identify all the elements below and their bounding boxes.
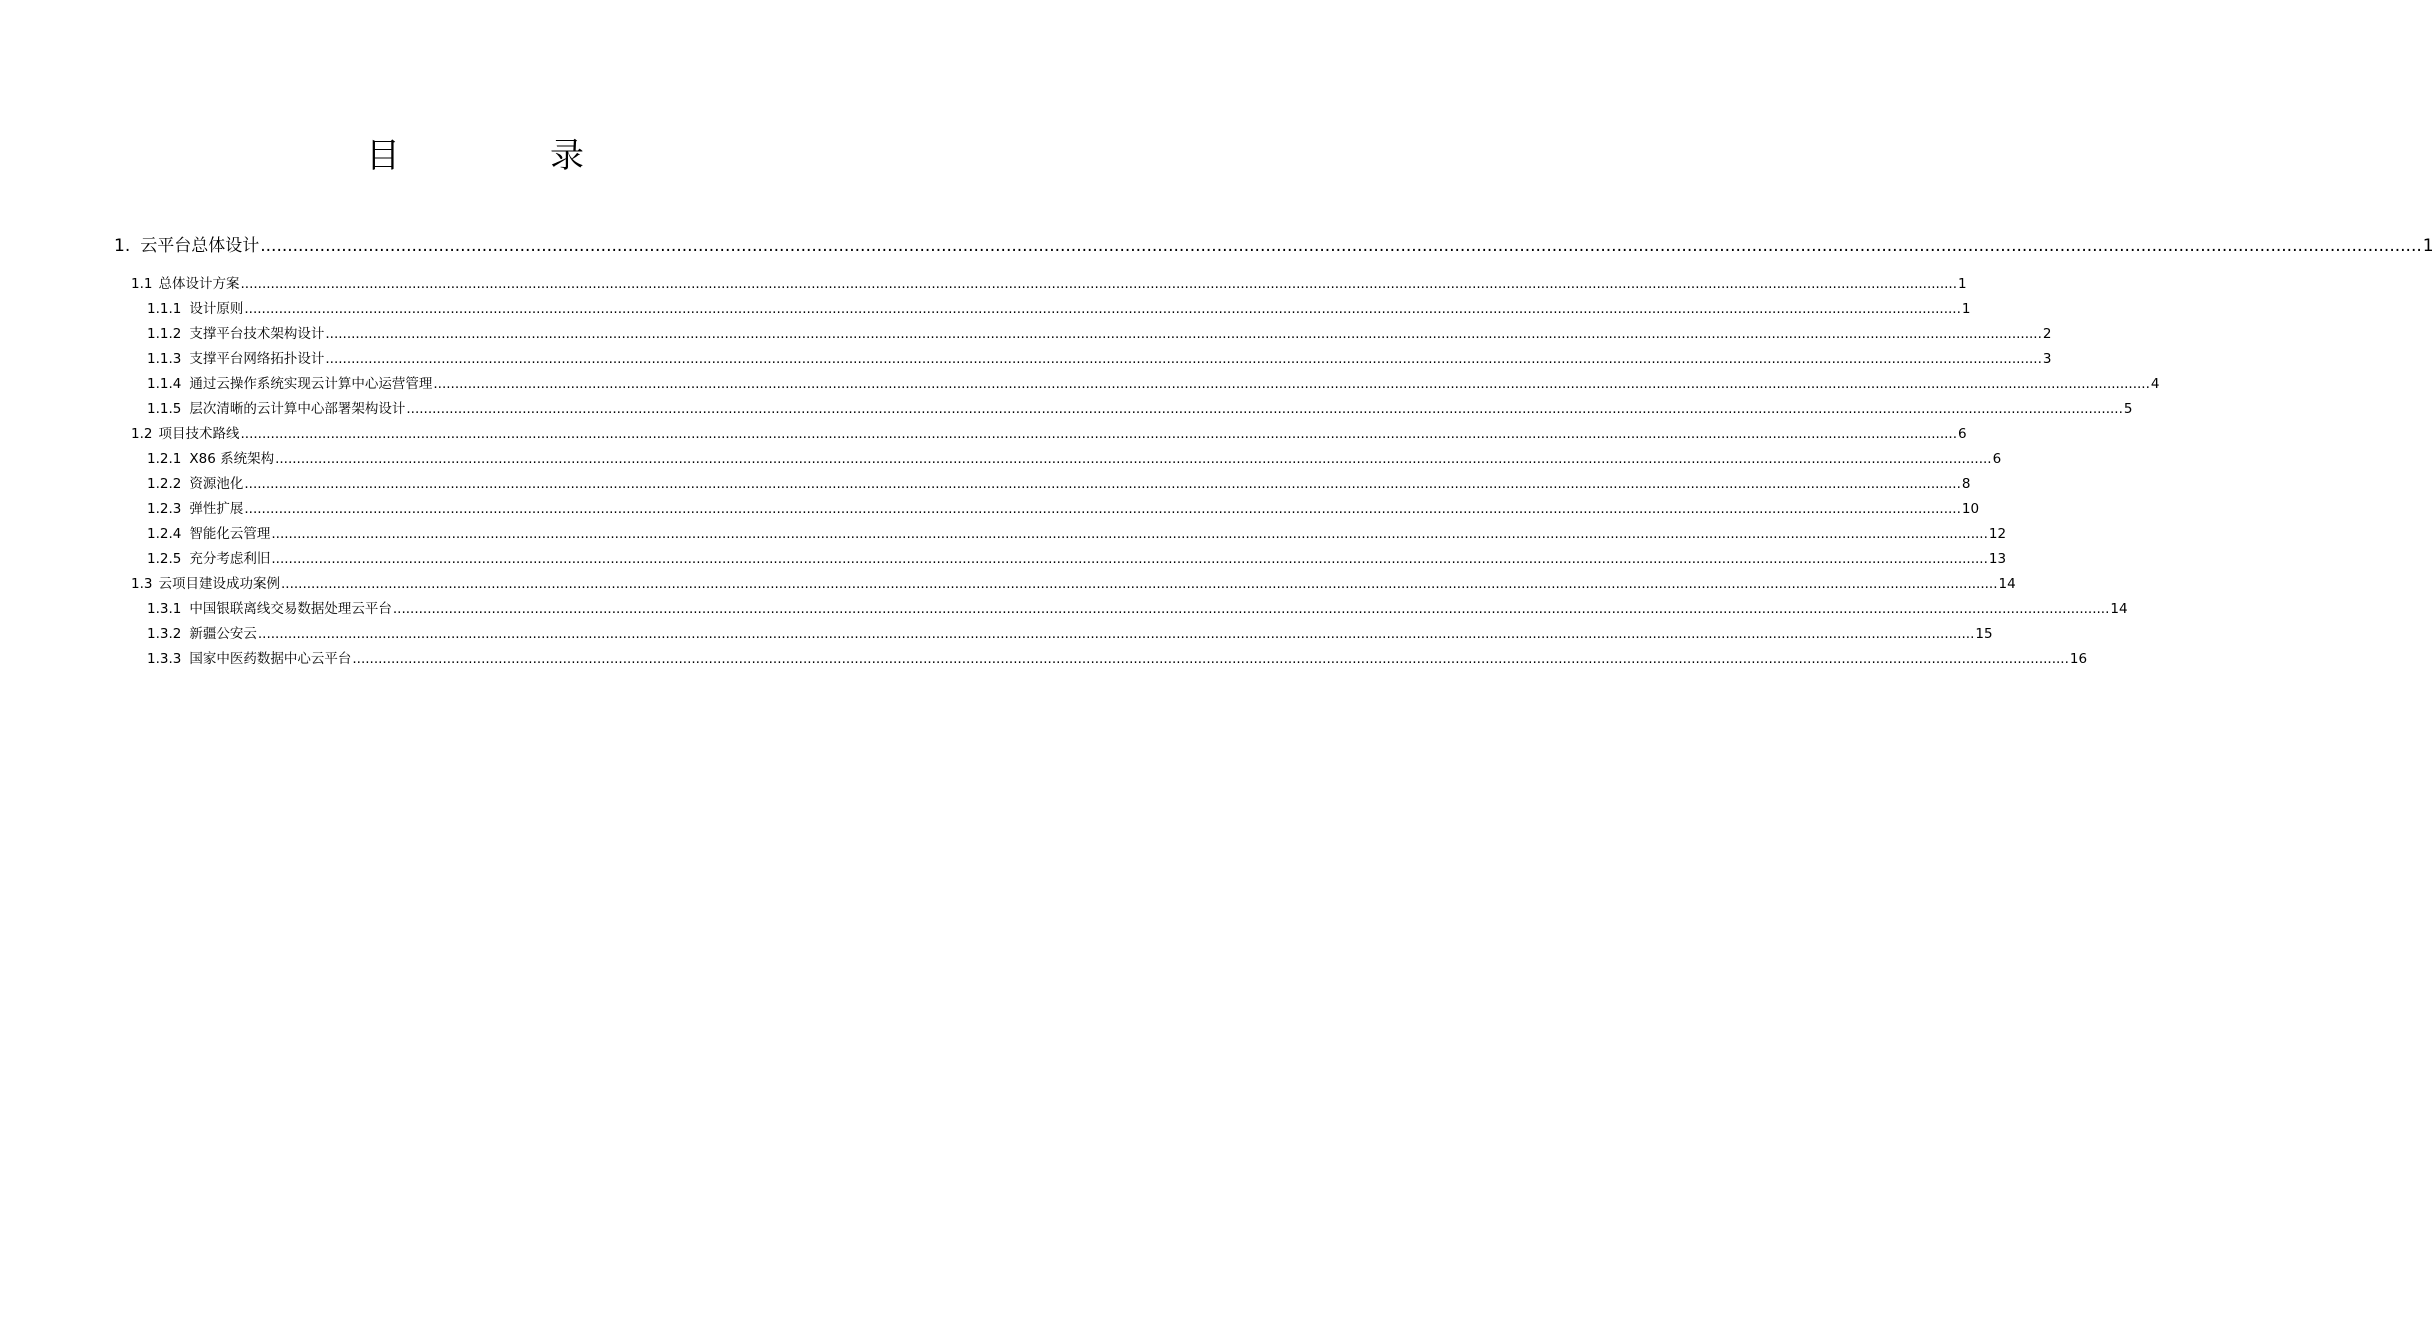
toc-entry-page-number: 12 <box>1988 526 2007 542</box>
toc-entry-page-number: 1 <box>2422 236 2434 256</box>
toc-entry-page-number: 5 <box>2123 401 2133 417</box>
toc-entry-level-2[interactable] <box>131 422 1967 446</box>
toc-entry-level-3[interactable] <box>147 397 2133 421</box>
toc-entry-level-3[interactable] <box>147 372 2160 396</box>
toc-entry-number: 1.3.3 <box>147 651 182 667</box>
toc-entry-label: 支撑平台网络拓扑设计 <box>189 351 325 367</box>
toc-entry-page-number: 8 <box>1961 476 1971 492</box>
toc-entry-number: 1.3 <box>131 576 153 592</box>
toc-entry-label: 云项目建设成功案例 <box>158 576 280 592</box>
toc-dot-leader: ................................................................................................................................................................................................................................................................................................................................................................................................................ <box>260 236 2422 256</box>
toc-entry-label: 设计原则 <box>189 301 244 317</box>
toc-entry-level-3[interactable] <box>147 622 1993 646</box>
toc-entry-label: 新疆公安云 <box>189 626 257 642</box>
toc-dot-leader: ................................................................................................................................................................................................................................................................................................................................................................................................................ <box>257 626 1975 642</box>
toc-entry-page-number: 10 <box>1961 501 1980 517</box>
toc-entry-number: 1.2.5 <box>147 551 182 567</box>
toc-entry-level-3[interactable] <box>147 297 1971 321</box>
toc-entry-label: 充分考虑利旧 <box>189 551 271 567</box>
toc-entry-page-number: 14 <box>2110 601 2128 617</box>
toc-dot-leader: ................................................................................................................................................................................................................................................................................................................................................................................................................ <box>244 301 1961 317</box>
page-title: 目 录 <box>366 136 642 176</box>
toc-entry-page-number: 6 <box>1992 451 2002 467</box>
toc-entry-page-number: 15 <box>1975 626 1993 642</box>
toc-entry-page-number: 1 <box>1958 276 1967 292</box>
toc-entry-page-number: 14 <box>1998 576 2016 592</box>
toc-dot-leader: ................................................................................................................................................................................................................................................................................................................................................................................................................ <box>406 401 2123 417</box>
toc-entry-number: 1.1.2 <box>147 326 182 342</box>
toc-entry-number: 1.2.2 <box>147 476 182 492</box>
toc-entry-level-3[interactable] <box>147 472 1971 496</box>
toc-dot-leader: ................................................................................................................................................................................................................................................................................................................................................................................................................ <box>280 576 1998 592</box>
toc-dot-leader: ................................................................................................................................................................................................................................................................................................................................................................................................................ <box>275 451 1992 467</box>
toc-entry-number: 1.2.1 <box>147 451 182 467</box>
toc-entry-number: 1.2.3 <box>147 501 182 517</box>
toc-entry-label: 项目技术路线 <box>158 426 240 442</box>
toc-dot-leader: ................................................................................................................................................................................................................................................................................................................................................................................................................ <box>325 351 2042 367</box>
toc-dot-leader: ................................................................................................................................................................................................................................................................................................................................................................................................................ <box>271 551 1988 567</box>
toc-entry-label: 总体设计方案 <box>158 276 240 292</box>
toc-entry-page-number: 13 <box>1988 551 2007 567</box>
toc-entry-level-1[interactable] <box>114 233 2434 259</box>
toc-entry-number: 1.1 <box>131 276 153 292</box>
toc-entry-level-3[interactable] <box>147 347 2052 371</box>
toc-dot-leader: ................................................................................................................................................................................................................................................................................................................................................................................................................ <box>433 376 2150 392</box>
toc-entry-number: 1.3.2 <box>147 626 182 642</box>
toc-entry-label: X86 系统架构 <box>189 451 275 467</box>
toc-entry-level-2[interactable] <box>131 572 2016 596</box>
toc-entry-level-3[interactable] <box>147 322 2052 346</box>
toc-entry-number: 1.3.1 <box>147 601 182 617</box>
toc-entry-level-3[interactable] <box>147 522 2007 546</box>
toc-dot-leader: ................................................................................................................................................................................................................................................................................................................................................................................................................ <box>240 276 1957 292</box>
toc-entry-label: 国家中医药数据中心云平台 <box>189 651 352 667</box>
toc-entry-label: 云平台总体设计 <box>140 236 260 256</box>
toc-dot-leader: ................................................................................................................................................................................................................................................................................................................................................................................................................ <box>352 651 2069 667</box>
toc-dot-leader: ................................................................................................................................................................................................................................................................................................................................................................................................................ <box>392 601 2110 617</box>
toc-entry-label: 资源池化 <box>189 476 244 492</box>
toc-entry-page-number: 3 <box>2042 351 2052 367</box>
toc-entry-label: 中国银联离线交易数据处理云平台 <box>189 601 392 617</box>
toc-entry-number: 1. <box>114 236 131 256</box>
toc-entry-level-2[interactable] <box>131 272 1967 296</box>
toc-entry-label: 智能化云管理 <box>189 526 271 542</box>
toc-entry-number: 1.2 <box>131 426 153 442</box>
toc-entry-label: 通过云操作系统实现云计算中心运营管理 <box>189 376 433 392</box>
toc-entry-level-3[interactable] <box>147 497 1980 521</box>
toc-entry-level-3[interactable] <box>147 447 2002 471</box>
toc-entry-label: 弹性扩展 <box>189 501 244 517</box>
toc-entry-page-number: 4 <box>2150 376 2160 392</box>
toc-entry-number: 1.1.4 <box>147 376 182 392</box>
toc-dot-leader: ................................................................................................................................................................................................................................................................................................................................................................................................................ <box>244 501 1961 517</box>
toc-entry-number: 1.2.4 <box>147 526 182 542</box>
toc-dot-leader: ................................................................................................................................................................................................................................................................................................................................................................................................................ <box>271 526 1988 542</box>
toc-dot-leader: ................................................................................................................................................................................................................................................................................................................................................................................................................ <box>325 326 2042 342</box>
toc-entry-level-3[interactable] <box>147 597 2128 621</box>
toc-entry-level-3[interactable] <box>147 647 2088 671</box>
toc-entry-page-number: 6 <box>1958 426 1967 442</box>
toc-entry-label: 支撑平台技术架构设计 <box>189 326 325 342</box>
toc-entry-level-3[interactable] <box>147 547 2007 571</box>
toc-dot-leader: ................................................................................................................................................................................................................................................................................................................................................................................................................ <box>244 476 1961 492</box>
toc-entry-page-number: 2 <box>2042 326 2052 342</box>
toc-entry-number: 1.1.1 <box>147 301 182 317</box>
toc-entry-page-number: 16 <box>2069 651 2088 667</box>
toc-entry-label: 层次清晰的云计算中心部署架构设计 <box>189 401 406 417</box>
toc-dot-leader: ................................................................................................................................................................................................................................................................................................................................................................................................................ <box>240 426 1957 442</box>
toc-entry-number: 1.1.3 <box>147 351 182 367</box>
toc-entry-page-number: 1 <box>1961 301 1971 317</box>
toc-entry-number: 1.1.5 <box>147 401 182 417</box>
